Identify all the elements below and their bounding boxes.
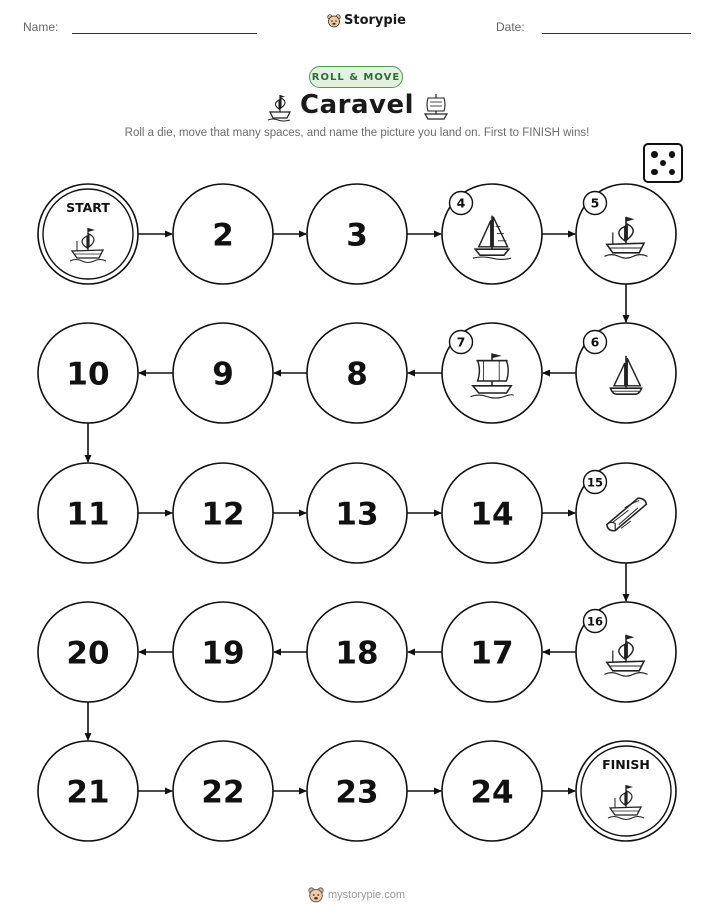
board-space-15	[576, 463, 676, 563]
space-number: 14	[470, 496, 514, 533]
board-space-25	[576, 741, 676, 841]
board-space-3	[307, 184, 407, 284]
space-number: 9	[212, 356, 234, 393]
space-number: 21	[66, 774, 110, 811]
board-space-14	[442, 463, 542, 563]
space-number: 13	[335, 496, 379, 533]
space-number: 20	[66, 635, 110, 672]
board-space-2	[173, 184, 273, 284]
space-number: 11	[66, 496, 110, 533]
space-number: 16	[586, 614, 604, 629]
board-space-23	[307, 741, 407, 841]
footer	[308, 887, 405, 903]
instructions: Roll a die, move that many spaces, and name the picture you land on. First to FINISH wins!	[124, 127, 590, 139]
space-number: 8	[346, 356, 368, 393]
board-space-11	[38, 463, 138, 563]
board-space-4	[442, 184, 542, 284]
board-space-1	[38, 184, 138, 284]
space-number: 19	[201, 635, 245, 672]
board-space-22	[173, 741, 273, 841]
board-space-21	[38, 741, 138, 841]
board-space-5	[576, 184, 676, 284]
name-label: Name:	[23, 20, 59, 34]
board-space-17	[442, 602, 542, 702]
finish-label: FINISH	[602, 757, 650, 772]
board-space-16	[576, 602, 676, 702]
game-type-badge: ROLL & MOVE	[309, 66, 403, 88]
space-number: 23	[335, 774, 379, 811]
bear-mascot-icon	[308, 887, 324, 903]
brand-name: Storypie	[344, 13, 406, 28]
board-space-8	[307, 323, 407, 423]
space-number: 12	[201, 496, 245, 533]
page-title: Caravel	[300, 90, 414, 120]
space-number: 18	[335, 635, 379, 672]
board-space-19	[173, 602, 273, 702]
space-number: 10	[66, 356, 110, 393]
space-number: 4	[456, 195, 466, 211]
space-number: 6	[590, 334, 600, 350]
board-space-9	[173, 323, 273, 423]
board-space-13	[307, 463, 407, 563]
board-space-18	[307, 602, 407, 702]
board-space-10	[38, 323, 138, 423]
space-number: 15	[586, 475, 604, 490]
board-space-20	[38, 602, 138, 702]
space-number: 17	[470, 635, 514, 672]
board-space-6	[576, 323, 676, 423]
space-number: 3	[346, 217, 368, 254]
space-number: 7	[456, 334, 466, 350]
space-number: 22	[201, 774, 245, 811]
footer-url: mystorypie.com	[328, 889, 406, 901]
start-label: START	[66, 200, 110, 215]
date-label: Date:	[496, 20, 525, 34]
board-space-24	[442, 741, 542, 841]
space-number: 5	[590, 195, 600, 211]
board-space-12	[173, 463, 273, 563]
board-space-7	[442, 323, 542, 423]
space-number: 24	[470, 774, 514, 811]
space-number: 2	[212, 217, 234, 254]
